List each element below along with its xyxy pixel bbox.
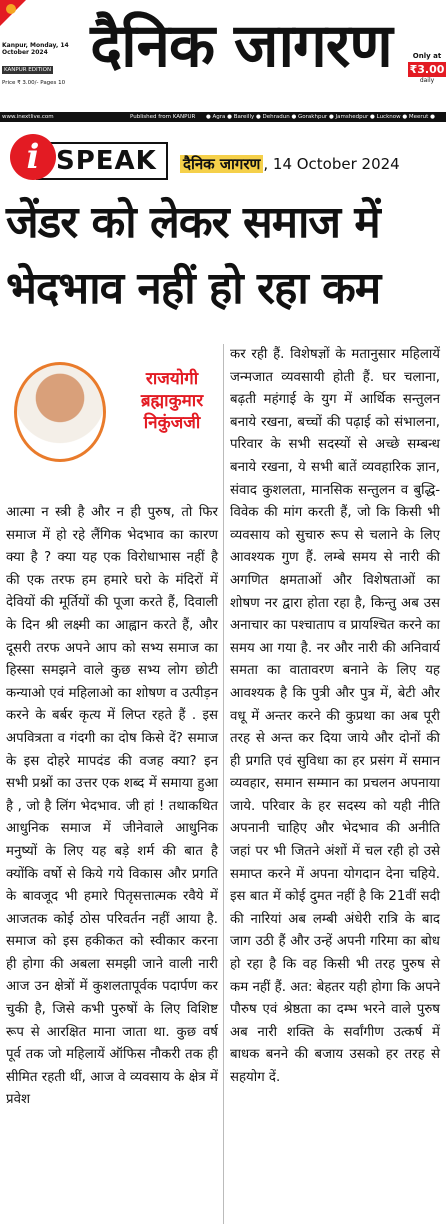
i-letter-icon: i xyxy=(10,134,56,180)
sun-dot-icon xyxy=(6,4,16,14)
published-from: Published from KANPUR xyxy=(130,114,196,120)
headline-line-1: जेंडर को लेकर समाज में xyxy=(6,197,380,248)
masthead xyxy=(0,0,446,100)
headline-line-2: भेदभाव नहीं हो रहा कम xyxy=(6,263,381,314)
only-at-label: Only at xyxy=(412,52,442,60)
article-body-right-column: कर रही हैं. विशेषज्ञों के मतानुसार महिलायें जन्मजात व्यवसायी होती हैं. घर चलाना, बढ़ती महंगाई के युग में आर्थिक सन्तुलन बनाये रखना, बच्चों की पढ़ाई को संभालना, परिवार के सभी सदस्यों से अच्छे सम्बन्ध बनाये रखना, ये सभी बातें व्यवहारिक ज्ञान, संवाद कुशलता, मानसिक सन्तुलन व बुद्धि-विवेक की मांग करती हैं, जो कि किसी भी व्यवसाय को सुचारु रूप से चलाने के लिए आवश्यक गुण हैं. लम्बे समय से नारी की अगणित क्षमताओं और विशेषताओं का शोषण नर द्वारा होता रहा है, किन्तु अब उस अनाचार का पश्चाताप व प्रायश्चित करने का समय आ गया है. नर और नारी की अनिवार्य समता का वातावरण बनाने के लिए यह आवश्यक है कि पुत्री और पुत्र में, बेटी और वधू में अन्तर करने की कुप्रथा का अब पूरी तरह से अन्त कर दिया जाये और दोनों की ही प्रगति एवं सुविधा का हर प्रसंग में समान व्यवहार, समान सम्मान का प्रचलन अपनाया जाये. परिवार के हर सदस्य को यही नीति अपनानी चाहिए और भेदभाव की अनीति जहां पर भी जितने अंशों में चल रही हो उसे समाप्त करने में अपना योगदान देना चहिये. इस बात में कोई दुमत नहीं है कि 21वीं सदी की नारियां अब लम्बी अंधेरी रात्रि के बाद जाग उठी हैं और उन्हें अपनी गरिमा का बोध हो रहा है कि वह किसी भी तरह पुरुष से कम नहीं हैं. अत: बेहतर यही होगा कि अपने पौरुष एवं श्रेष्ठता का दम्भ भरने वाले पुरुष अब नारी शक्ति के सर्वांगीण उत्कर्ष में बाधक बनने की बजाय उसको हर तरह से सहयोग दें. xyxy=(230,347,440,1085)
speak-label: SPEAK xyxy=(56,146,157,176)
daily-label: daily xyxy=(419,77,435,84)
edition-label: KANPUR EDITION xyxy=(4,67,52,73)
newspaper-title: दैनिक जागरण xyxy=(90,11,392,81)
website-link[interactable]: www.inextlive.com xyxy=(2,114,54,120)
article-headline xyxy=(6,190,440,322)
author-line-1: राजयोगी xyxy=(145,369,199,389)
i-speak-logo xyxy=(6,134,166,186)
city-list: ● Agra ● Bareilly ● Dehradun ● Gorakhpur ● Jamshedpur ● Lucknow ● Meerut ● Patna ● Prayagraj ● Ranchi ● Varanasi xyxy=(206,114,435,130)
masthead-info xyxy=(0,0,74,100)
author-line-2: ब्रह्माकुमार xyxy=(140,391,204,411)
dateline-brand: दैनिक जागरण xyxy=(183,155,261,173)
author-line-3: निकुंजजी xyxy=(143,413,201,433)
author-block xyxy=(4,348,224,494)
column-divider xyxy=(223,344,224,1224)
author-photo xyxy=(14,362,106,462)
article-body-left-column: आत्मा न स्त्री है और न ही पुरुष, तो फिर समाज में हो रहे लैंगिक भेदभाव का कारण क्या है ? क्या यह एक विरोधाभास नहीं है की एक तरफ हम हमारे घरो के मंदिरों में देवियों की मूर्तियों की पूजा करते हैं, दिवाली के दिन श्री लक्ष्मी का आह्वान करते हैं, और दूसरी तरफ अपने आप को सभ्य समाज का हिस्सा समझने वाले कुछ सभ्य लोग छोटी कन्याओ एवं महिलाओ का शोषण व उत्पीड़न करने के बर्बर कृत्य में लिप्त रहते हैं . इस अपवित्रता व गंदगी का दोष किसे दें? समाज के इस दोहरे मापदंड की वजह क्या? इन सभी प्रश्नों का उत्तर एक शब्द में समाया हुआ है , जो है लिंग भेदभाव. जी हां ! तथाकथित आधुनिक समाज में जीनेवाले आधुनिक मनुष्यों के लिए यह बड़े शर्म की बात है क्योंकि वर्षो से किये गये विकास और प्रगति के बावजूद भी हमारे पितृसत्तात्मक रवैये में आजतक कोई ठोस परिवर्तन नहीं आया है. समाज को इस हकीकत को स्वीकार करना ही होगा की अबला समझी जाने वाली नारी आज उन क्षेत्रों में कुशलतापूर्वक पदार्पण कर चुकी है, जिसे कभी पुरुषों के लिए विशिष्ट रूप से आरक्षित माना जाता था. कुछ वर्ष पूर्व तक जो महिलायें ऑफिस नौकरी तक ही सीमित रहती थीं, आज वे व्यवसाय के क्षेत्र में प्रवेश xyxy=(6,505,218,1108)
price-badge: ₹3.00 xyxy=(409,63,445,76)
dateline-date: , 14 October 2024 xyxy=(263,155,400,173)
price-box xyxy=(408,52,446,102)
price-pages: Price ₹ 3.00/- Pages 10 xyxy=(2,80,66,86)
place-date: Kanpur, Monday, 14 October 2024 xyxy=(2,42,69,56)
author-name xyxy=(122,368,222,434)
speak-box xyxy=(36,142,168,180)
edition-strip xyxy=(0,112,446,130)
dateline xyxy=(180,154,400,174)
